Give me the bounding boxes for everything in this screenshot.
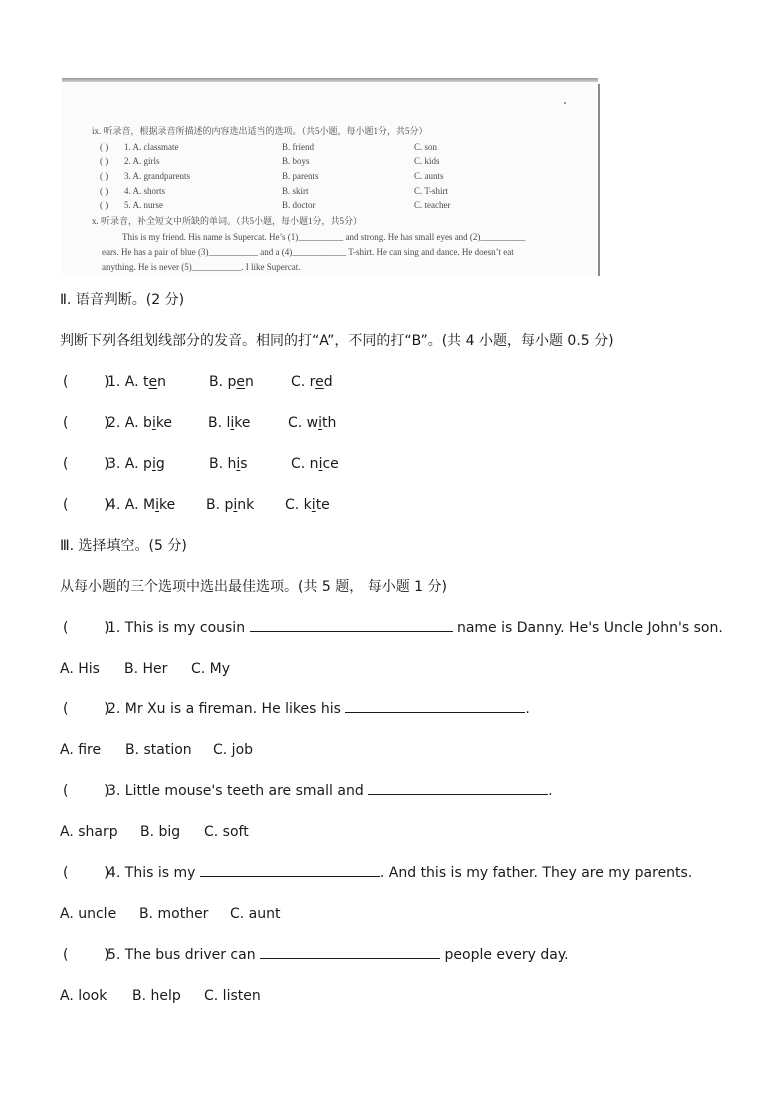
question-text: 1. This is my cousin name is Danny. He's Uncle John's son. [107,620,723,636]
option-c: C. kite [285,497,330,513]
fill-blank[interactable] [345,700,525,713]
scan-ix-item [62,156,592,170]
scanned-exam-excerpt [62,78,600,276]
scan-option-b: B. skirt [282,186,309,196]
scan-speck [564,102,566,104]
question-text: 4. This is my . And this is my father. They are my parents. [107,865,693,881]
scan-paren: ( ) [100,156,109,166]
section-2-instruction: 判断下列各组划线部分的发音。相同的打“A”，不同的打“B”。(共 4 小题，每小题 0.5 分) [60,333,614,349]
choice-a[interactable]: A. fire [60,742,102,758]
option-a: 4. A. Mike [107,497,176,513]
section-3-instruction: 从每小题的三个选项中选出最佳选项。(共 5 题， 每小题 1 分) [60,579,447,595]
option-a: 1. A. ten [107,374,167,390]
scan-option-a: 5. A. nurse [124,200,163,210]
scan-option-b: B. friend [282,142,314,152]
choice-b[interactable]: B. station [125,742,192,758]
underlined-letter: e [148,374,158,390]
scan-right-border [598,84,600,276]
scan-option-b: B. parents [282,171,319,181]
underlined-letter: i [236,456,241,472]
option-b: B. his [209,456,248,472]
choice-c[interactable]: C. soft [204,824,249,840]
choice-b[interactable]: B. help [132,988,181,1004]
choice-b[interactable]: B. Her [124,661,168,677]
scan-passage-line: This is my friend. His name is Supercat. He’s (1)__________ and strong. He has small eyes and (2)__________ [122,232,526,242]
scan-paren: ( ) [100,200,109,210]
answer-paren[interactable]: ( ) [63,456,110,472]
scan-option-a: 4. A. shorts [124,186,166,196]
scan-passage-line: ears. He has a pair of blue (3)___________ and a (4)____________ T-shirt. He can sing and dance. He doesn’t eat [102,247,514,257]
scan-passage-line: anything. He is never (5)___________. I like Supercat. [102,262,301,272]
underlined-letter: i [155,497,160,513]
scan-x-heading: x. 听录音，补全短文中所缺的单词。（共5小题，每小题1分，共5分） [92,216,363,226]
option-c: C. red [291,374,333,390]
scan-option-c: C. aunts [414,171,444,181]
answer-paren[interactable]: ( ) [63,701,110,717]
choice-c[interactable]: C. aunt [230,906,281,922]
scan-paren: ( ) [100,171,109,181]
option-c: C. nice [291,456,339,472]
scan-top-border [62,78,598,82]
choice-a[interactable]: A. uncle [60,906,117,922]
scan-option-a: 1. A. classmate [124,142,179,152]
choice-b[interactable]: B. big [140,824,181,840]
choice-a[interactable]: A. sharp [60,824,118,840]
scan-option-a: 3. A. grandparents [124,171,190,181]
underlined-letter: i [311,497,316,513]
answer-paren[interactable]: ( ) [63,497,110,513]
underlined-letter: i [318,415,323,431]
scan-paren: ( ) [100,186,109,196]
choice-a[interactable]: A. look [60,988,108,1004]
scan-ix-item [62,171,592,185]
fill-blank[interactable] [250,619,453,632]
answer-paren[interactable]: ( ) [63,783,110,799]
answer-paren[interactable]: ( ) [63,865,110,881]
scan-ix-heading: ix. 听录音，根据录音所描述的内容选出适当的选项。（共5小题，每小题1分，共5分） [92,126,428,136]
scan-option-b: B. doctor [282,200,316,210]
underlined-letter: e [315,374,324,390]
option-a: 3. A. pig [107,456,165,472]
section-2-heading: Ⅱ. 语音判断。(2 分) [60,292,185,308]
scan-ix-item [62,142,592,156]
underlined-letter: i [151,415,156,431]
choice-c[interactable]: C. job [213,742,254,758]
option-c: C. with [288,415,337,431]
scan-option-c: C. teacher [414,200,451,210]
option-b: B. pen [209,374,254,390]
underlined-letter: i [318,456,323,472]
answer-paren[interactable]: ( ) [63,415,110,431]
question-text: 3. Little mouse's teeth are small and . [107,783,553,799]
question-text: 2. Mr Xu is a fireman. He likes his . [107,701,530,717]
answer-paren[interactable]: ( ) [63,620,110,636]
scan-option-b: B. boys [282,156,310,166]
fill-blank[interactable] [200,864,380,877]
fill-blank[interactable] [260,946,440,959]
choice-b[interactable]: B. mother [139,906,209,922]
underlined-letter: i [151,456,156,472]
scan-option-c: C. son [414,142,438,152]
scan-option-c: C. kids [414,156,440,166]
underlined-letter: i [233,497,238,513]
scan-paren: ( ) [100,142,109,152]
scan-ix-item [62,186,592,200]
answer-paren[interactable]: ( ) [63,374,110,390]
underlined-letter: i [230,415,235,431]
underlined-letter: e [236,374,246,390]
fill-blank[interactable] [368,782,548,795]
choice-a[interactable]: A. His [60,661,100,677]
section-3-heading: Ⅲ. 选择填空。(5 分) [60,538,187,554]
option-b: B. pink [206,497,255,513]
option-a: 2. A. bike [107,415,173,431]
scan-option-c: C. T-shirt [414,186,449,196]
option-b: B. like [208,415,251,431]
choice-c[interactable]: C. listen [204,988,261,1004]
choice-c[interactable]: C. My [191,661,231,677]
scan-option-a: 2. A. girls [124,156,160,166]
answer-paren[interactable]: ( ) [63,947,110,963]
question-text: 5. The bus driver can people every day. [107,947,569,963]
scan-ix-item [62,200,592,214]
